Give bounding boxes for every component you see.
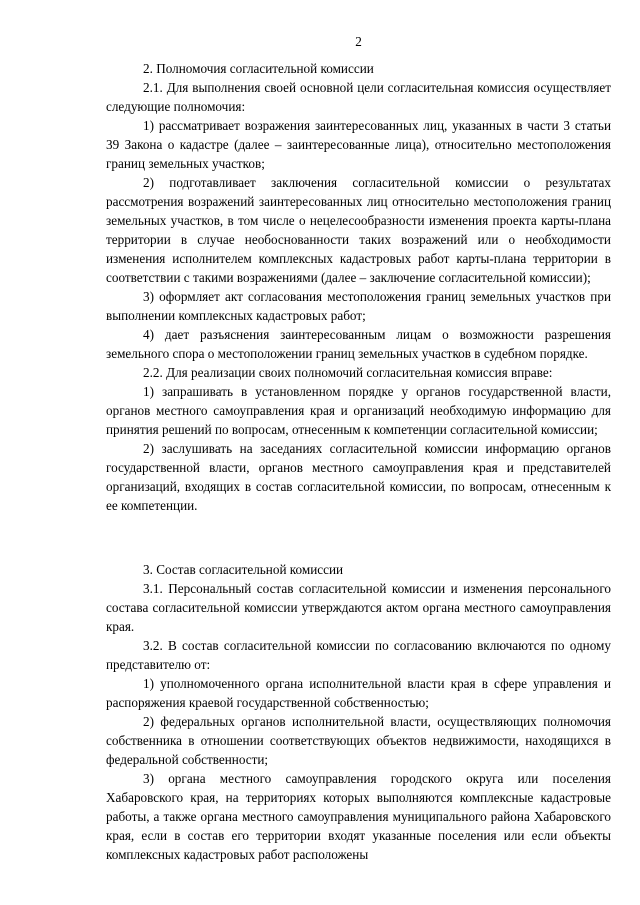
section-heading: 2. Полномочия согласительной комиссии bbox=[143, 61, 374, 76]
document-body bbox=[106, 59, 611, 864]
paragraph: 2.1. Для выполнения своей основной цели согласительная комиссия осуществляет следующие полномочия: bbox=[106, 80, 611, 114]
section-heading: 3. Состав согласительной комиссии bbox=[143, 562, 344, 578]
paragraph: 1) запрашивать в установленном порядке у органов государственной власти, органов местного самоуправления края и организаций необходимую информацию для принятия решений по вопросам, отнесенным к компетенции согласительной комиссии; bbox=[106, 384, 611, 437]
paragraph: 1) рассматривает возражения заинтересованных лиц, указанных в части 3 статьи 39 Закона о кадастре (далее – заинтересованные лица), относительно местоположения границ земельных участков; bbox=[106, 118, 611, 171]
paragraph: 3.2. В состав согласительной комиссии по согласованию включаются по одному представителю от: bbox=[106, 638, 611, 673]
paragraph: 3) оформляет акт согласования местоположения границ земельных участков при выполнении комплексных кадастровых работ; bbox=[106, 289, 611, 323]
paragraph: 4) дает разъяснения заинтересованным лицам о возможности разрешения земельного спора о местоположении границ земельных участков в судебном порядке. bbox=[106, 327, 611, 361]
paragraph: 2) федеральных органов исполнительной власти, осуществляющих полномочия собственника в отношении соответствующих объектов недвижимости, находящихся в федеральной собственности; bbox=[106, 714, 611, 768]
section-gap bbox=[106, 528, 611, 547]
paragraph: 2) подготавливает заключения согласительной комиссии о результатах рассмотрения возражений заинтересованных лиц относительно местоположения границ земельных участков, в том числе о нецелесообразности изменения проекта карты-плана территории в случае необоснованности таких возражений или о необходимости изменения исполнителем комплексных кадастровых работ карты-плана территории в соответствии с такими возражениями (далее – заключение согласительной комиссии); bbox=[106, 175, 611, 285]
paragraph: 3) органа местного самоуправления городского округа или поселения Хабаровского края, на территориях которых выполняются комплексные кадастровые работы, а также органа местного самоуправления муниципального района Хабаровского края, если в состав его территории входят указанные поселения или если объекты комплексных кадастровых работ расположены bbox=[106, 771, 611, 863]
paragraph: 2.2. Для реализации своих полномочий согласительная комиссия вправе: bbox=[143, 365, 553, 380]
paragraph: 2) заслушивать на заседаниях согласительной комиссии информацию органов государственной власти, органов местного самоуправления края и представителей организаций, входящих в состав согласительной комиссии, по вопросам, отнесенным к ее компетенции. bbox=[106, 441, 611, 513]
paragraph: 3.1. Персональный состав согласительной комиссии и изменения персонального состава согласительной комиссии утверждаются актом органа местного самоуправления края. bbox=[106, 581, 611, 635]
page-number: 2 bbox=[355, 34, 362, 49]
paragraph: 1) уполномоченного органа исполнительной власти края в сфере управления и распоряжения краевой государственной собственностью; bbox=[106, 676, 611, 711]
